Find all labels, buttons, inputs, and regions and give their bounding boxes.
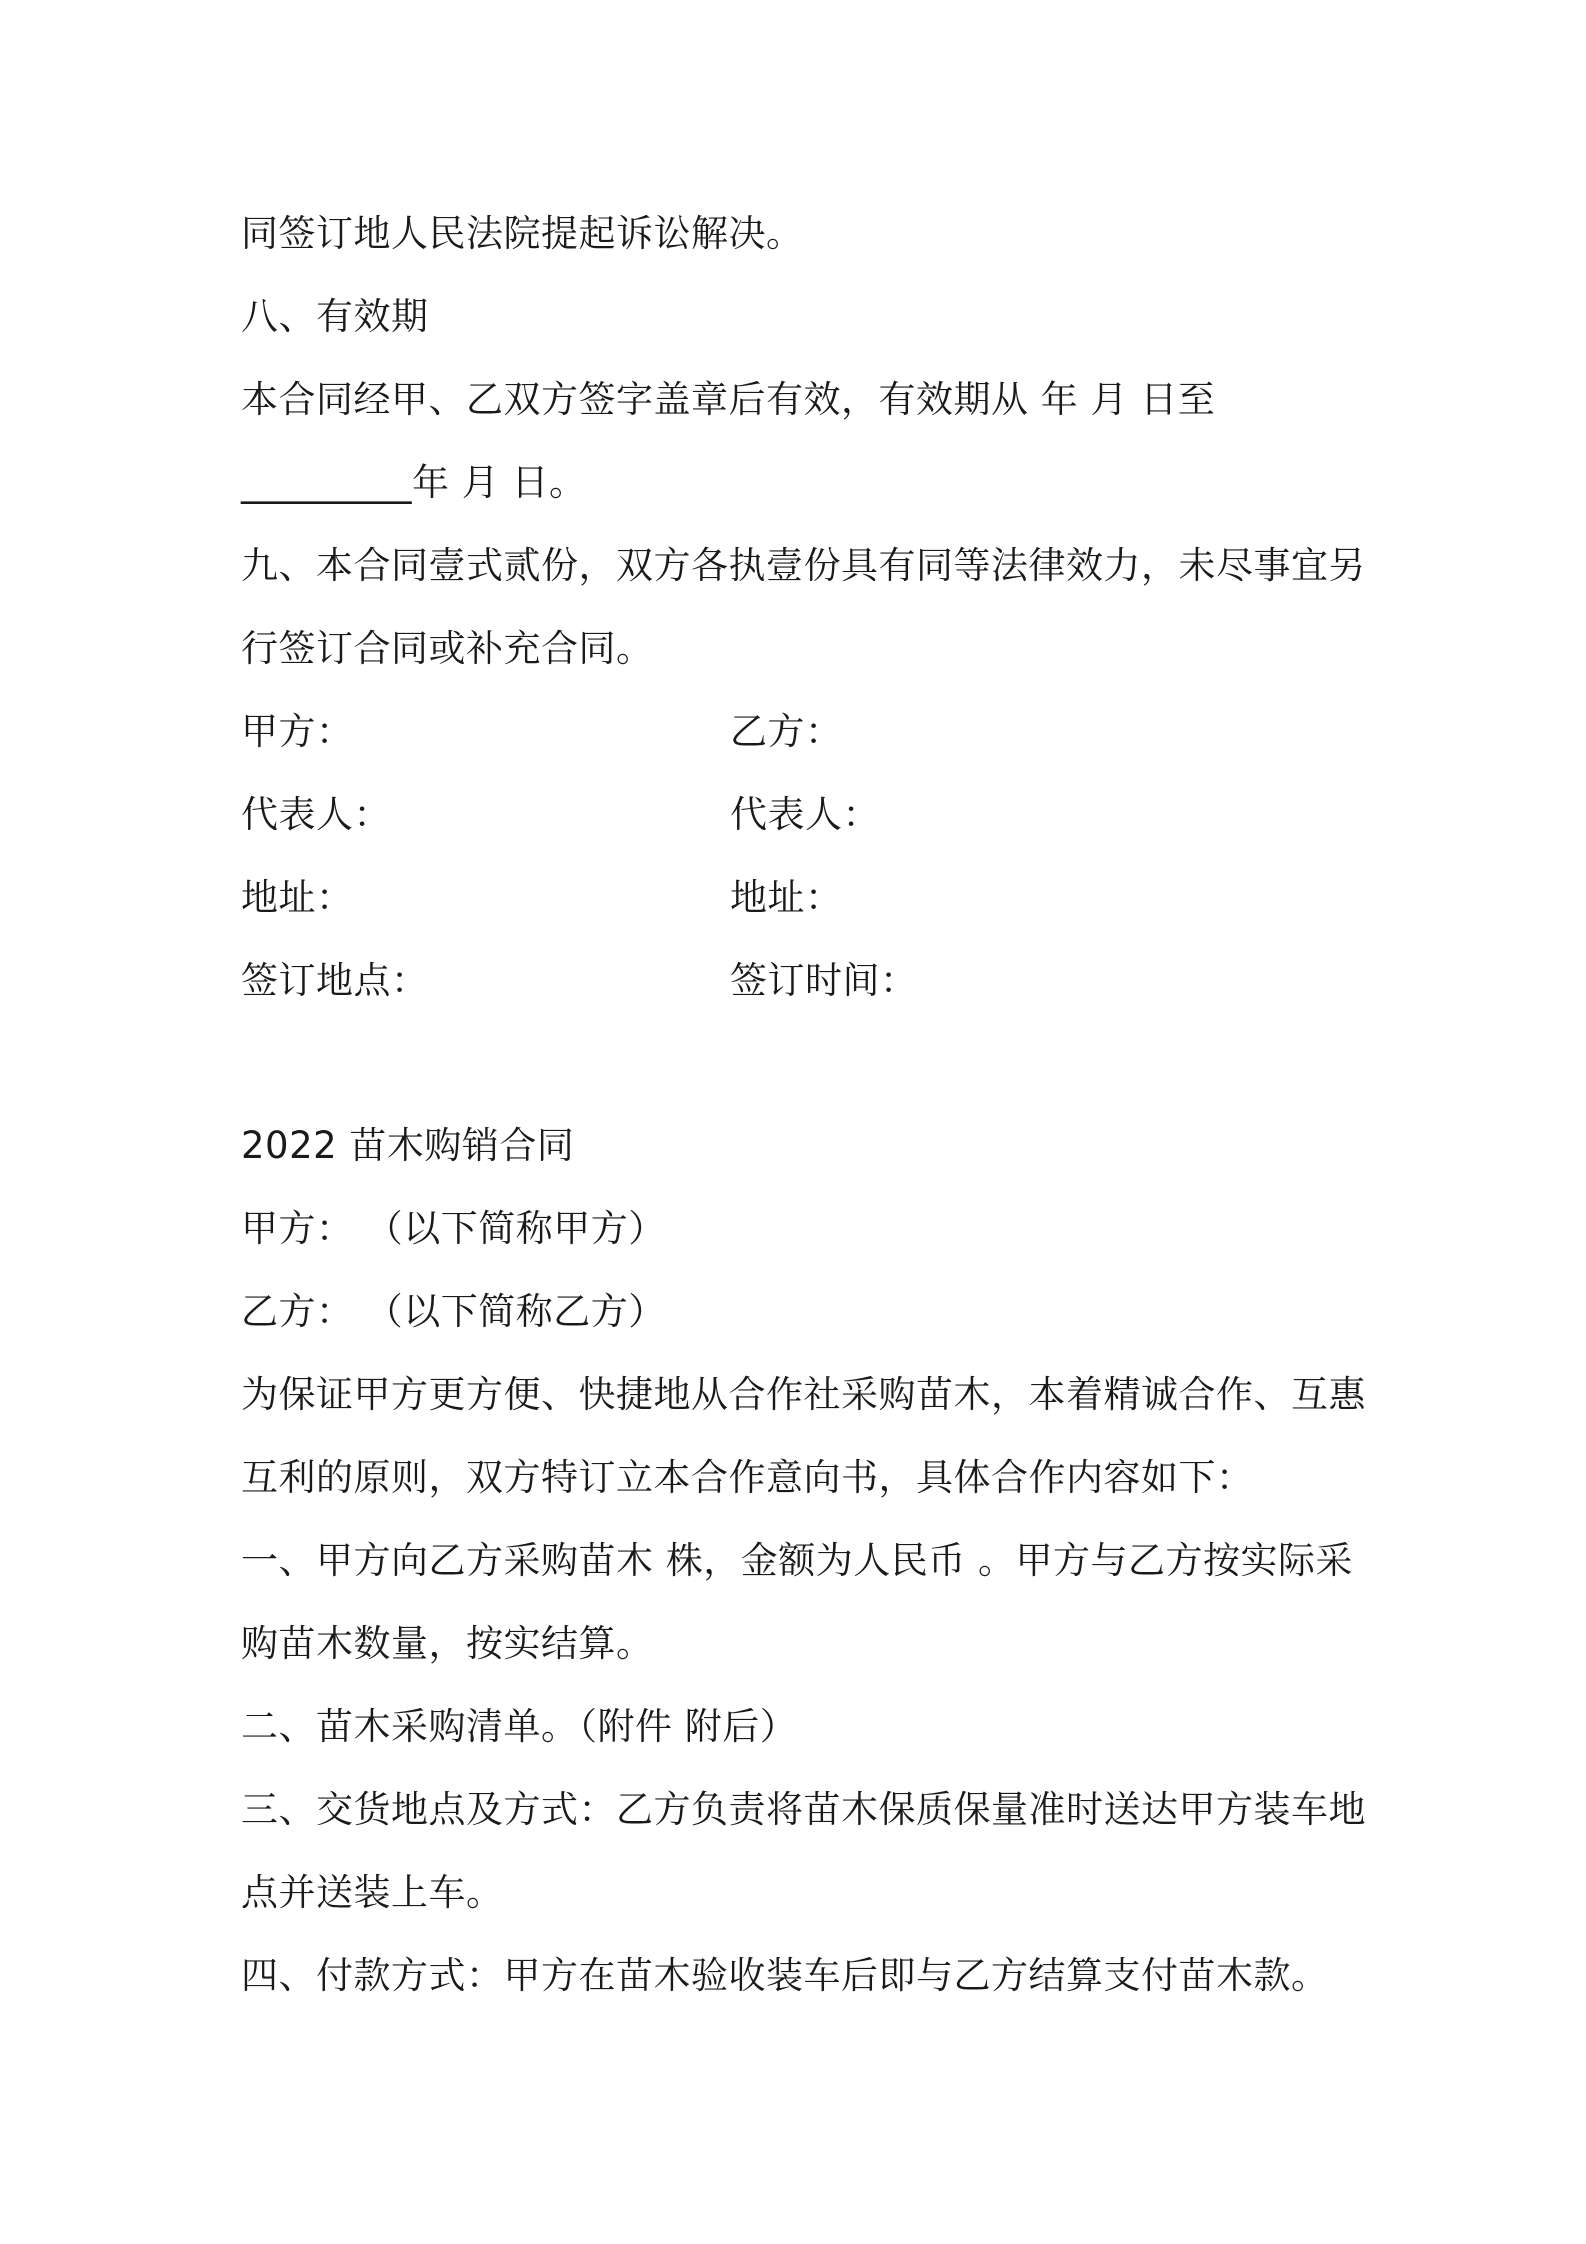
- text-line: 三、交货地点及方式：乙方负责将苗木保质保量准时送达甲方装车地: [241, 1788, 1366, 1831]
- signature-label-address-b: 地址：: [730, 876, 843, 919]
- signature-label-party-b: 乙方：: [730, 710, 843, 753]
- text-line: 购苗木数量，按实结算。: [241, 1622, 654, 1665]
- text-line: 九、本合同壹式贰份，双方各执壹份具有同等法律效力，未尽事宜另: [241, 544, 1366, 587]
- signature-label-time: 签订时间：: [730, 959, 918, 1002]
- signature-label-rep-a: 代表人：: [241, 793, 391, 836]
- text-line: 一、甲方向乙方采购苗木 株，金额为人民币 。甲方与乙方按实际采: [241, 1539, 1354, 1582]
- text-line: 四、付款方式：甲方在苗木验收装车后即与乙方结算支付苗木款。: [241, 1954, 1329, 1997]
- text-line: 二、苗木采购清单。（附件 附后）: [241, 1705, 798, 1748]
- text-line: _________年 月 日。: [241, 461, 587, 504]
- signature-label-address-a: 地址：: [241, 876, 354, 919]
- signature-label-rep-b: 代表人：: [730, 793, 880, 836]
- section-heading: 八、有效期: [241, 295, 429, 338]
- signature-label-party-a: 甲方：: [241, 710, 354, 753]
- text-line: 同签订地人民法院提起诉讼解决。: [241, 212, 804, 255]
- contract-title: 2022 苗木购销合同: [241, 1124, 575, 1167]
- text-line: 乙方： （以下简称乙方）: [241, 1290, 666, 1333]
- signature-label-place: 签订地点：: [241, 959, 429, 1002]
- text-line: 甲方： （以下简称甲方）: [241, 1207, 666, 1250]
- text-line: 互利的原则，双方特订立本合作意向书，具体合作内容如下：: [241, 1456, 1254, 1499]
- text-line: 本合同经甲、乙双方签字盖章后有效，有效期从 年 月 日至: [241, 378, 1216, 421]
- text-line: 为保证甲方更方便、快捷地从合作社采购苗木，本着精诚合作、互惠: [241, 1373, 1366, 1416]
- text-line: 点并送装上车。: [241, 1871, 504, 1914]
- text-line: 行签订合同或补充合同。: [241, 627, 654, 670]
